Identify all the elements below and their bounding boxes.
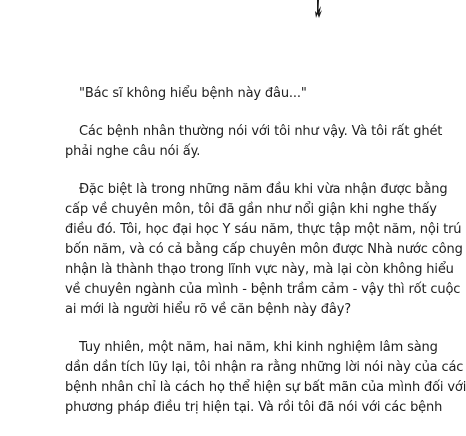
body-paragraph [65,122,443,162]
quote-paragraph [79,84,400,104]
text-line: cấp về chuyên môn, tôi đã gần như nổi giận khi nghe thấy [65,202,437,217]
text-line: nhận là thành thạo trong lĩnh vực này, mà lại còn không hiểu [65,262,454,277]
text-line: về chuyên ngành của mình - bệnh trầm cảm - vậy thì rốt cuộc [65,282,461,297]
text-line: Đặc biệt là trong những năm đầu khi vừa nhận được bằng [79,182,448,197]
body-text [65,84,466,436]
body-paragraph [65,180,463,320]
body-paragraph [65,338,466,418]
feather-ornament-icon [303,0,333,30]
text-line: "Bác sĩ không hiểu bệnh này đâu..." [79,86,307,101]
text-line: bốn năm, và có cả bằng cấp chuyên môn được Nhà nước công [65,242,463,257]
text-line: dần dần tích lũy lại, tôi nhận ra rằng những lời nói này của các [65,360,464,375]
text-line: Các bệnh nhân thường nói với tôi như vậy. Và tôi rất ghét [79,124,443,139]
text-line: bệnh nhân chỉ là cách họ thể hiện sự bất mãn của mình đối với [65,380,466,395]
text-line: điều đó. Tôi, học đại học Y sáu năm, thực tập một năm, nội trú [65,222,462,237]
text-line: Tuy nhiên, một năm, hai năm, khi kinh nghiệm lâm sàng [79,340,438,355]
text-line: phương pháp điều trị hiện tại. Và rồi tôi đã nói với các bệnh [65,400,443,415]
text-line: phải nghe câu nói ấy. [65,144,201,159]
text-line: ai mới là người hiểu rõ về căn bệnh này đây? [65,302,351,317]
